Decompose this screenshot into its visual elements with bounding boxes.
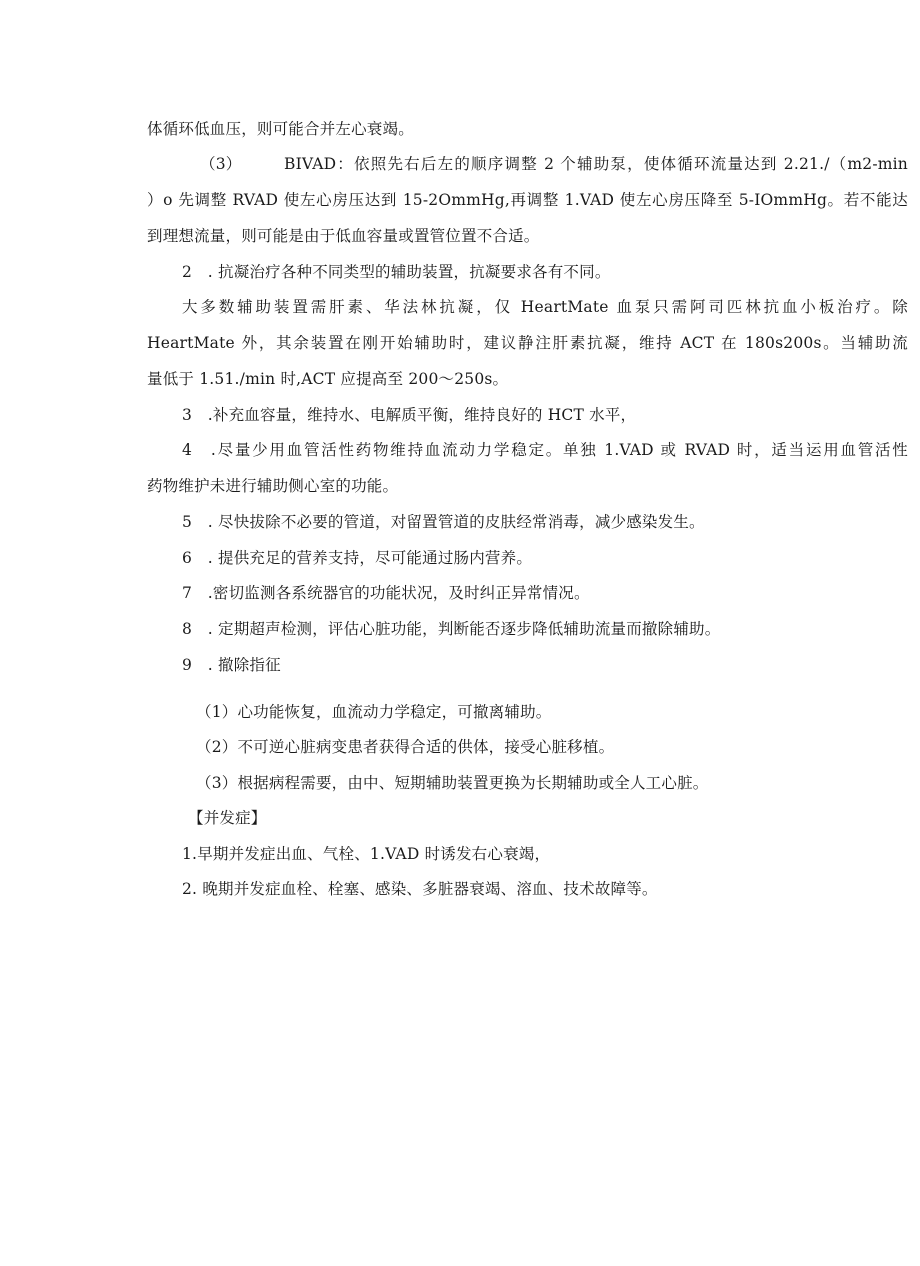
list-number: （3） (200, 155, 242, 173)
list-item: 1.早期并发症出血、气栓、1.VAD 时诱发右心衰竭， (182, 845, 551, 863)
paragraph-line: 体循环低血压，则可能合并左心衰竭。 (147, 120, 414, 138)
list-item: 3 .补充血容量，维持水、电解质平衡，维持良好的 HCT 水平， (182, 406, 637, 424)
paragraph-line: 药物维护未进行辅助侧心室的功能。 (147, 477, 399, 495)
list-item: 2. 晚期并发症血栓、栓塞、感染、多脏器衰竭、溶血、技术故障等。 (182, 880, 658, 898)
paragraph-line: ）o 先调整 RVAD 使左心房压达到 15-2OmmHg,再调整 1.VAD 使左心房压降至 5-IOmmHg。若不能达 (147, 191, 908, 209)
sub-list-item: （2）不可逆心脏病变患者获得合适的供体，接受心脏移植。 (196, 738, 615, 756)
section-heading: 【并发症】 (188, 809, 267, 827)
list-item: 7 .密切监测各系统器官的功能状况，及时纠正异常情况。 (182, 584, 590, 602)
list-item: 6 . 提供充足的营养支持，尽可能通过肠内营养。 (182, 549, 533, 567)
paragraph-line: BIVAD：依照先右后左的顺序调整 2 个辅助泵，使体循环流量达到 2.21./（m2-min (284, 155, 908, 173)
paragraph-line: 到理想流量，则可能是由于低血容量或置管位置不合适。 (147, 227, 540, 245)
list-item: 5 . 尽快拔除不必要的管道，对留置管道的皮肤经常消毒，减少感染发生。 (182, 513, 705, 531)
paragraph-line: HeartMate 外，其余装置在刚开始辅助时，建议静注肝素抗凝，维持 ACT 在 180s200s。当辅助流 (147, 334, 908, 352)
list-item: 4 .尽量少用血管活性药物维持血流动力学稳定。单独 1.VAD 或 RVAD 时，适当运用血管活性 (182, 441, 908, 459)
list-item: 9 . 撤除指征 (182, 656, 281, 674)
paragraph-line: 大多数辅助装置需肝素、华法林抗凝，仅 HeartMate 血泵只需阿司匹林抗血小板治疗。除 (182, 298, 908, 316)
paragraph-line: 量低于 1.51./min 时,ACT 应提高至 200～250s。 (147, 370, 509, 388)
list-item: 2 . 抗凝治疗各种不同类型的辅助装置，抗凝要求各有不同。 (182, 263, 611, 281)
sub-list-item: （1）心功能恢复，血流动力学稳定，可撤离辅助。 (196, 703, 552, 721)
list-item: 8 . 定期超声检测，评估心脏功能，判断能否逐步降低辅助流量而撤除辅助。 (182, 620, 721, 638)
sub-list-item: （3）根据病程需要，由中、短期辅助装置更换为长期辅助或全人工心脏。 (196, 774, 709, 792)
